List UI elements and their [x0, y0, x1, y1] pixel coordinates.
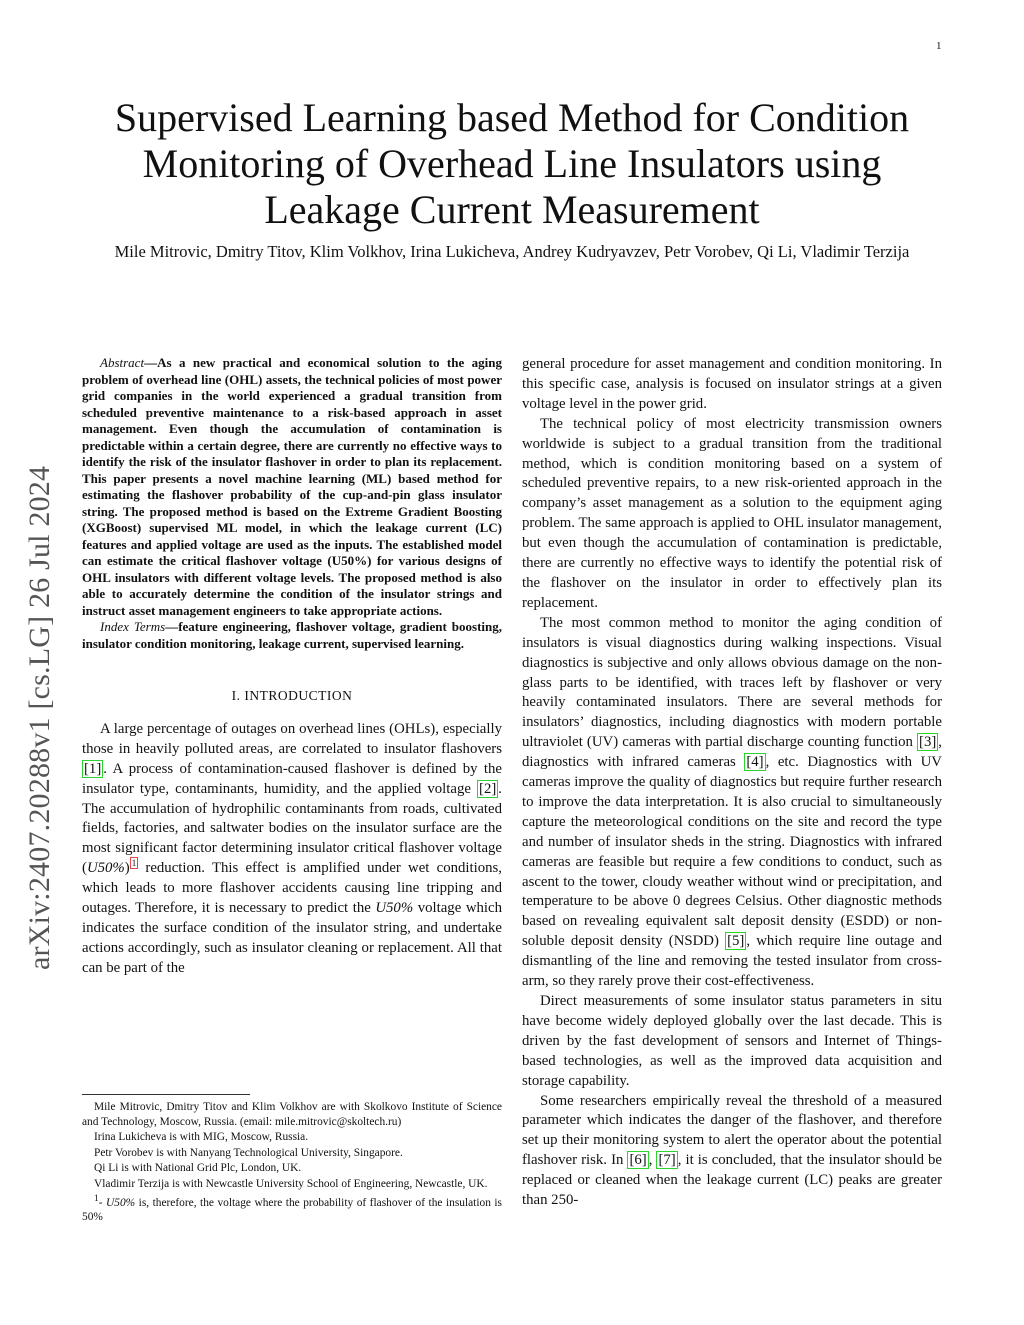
abstract	[82, 355, 502, 619]
footnote-divider	[82, 1094, 250, 1095]
index-terms-lead: Index Terms	[100, 619, 166, 634]
text-run: reduction. This effect is amplified under wet conditions, which leads to more flashover accidents causing line tripping and outages. Therefore, it is necessary to predict the	[82, 860, 502, 917]
footnote-affiliation: Vladimir Terzija is with Newcastle University School of Engineering, Newcastle, UK.	[94, 1177, 488, 1190]
text-run: . The accumulation of hydrophilic contaminants from roads, cultivated fields, factories, and saltwater bodies on the insulator surface are the most significant factor determining insulator critical flashover voltage (	[82, 780, 502, 877]
math-symbol: U50%	[106, 1196, 136, 1209]
index-terms-text: —feature engineering, flashover voltage, gradient boosting, insulator condition monitoring, leakage current, supervised learning.	[82, 619, 503, 651]
page-number: 1	[936, 40, 942, 52]
footnote-definition: $^1$- U50% is, therefore, the voltage where the probability of flashover of the insulation is 50%	[82, 1194, 502, 1224]
citation-link[interactable]: [5]	[727, 933, 745, 950]
paragraph-continued: general procedure for asset management and condition monitoring. In this specific case, analysis is focused on insulator strings at a given voltage level in the power grid.	[522, 356, 942, 412]
text-run: ,	[648, 1152, 657, 1169]
citation-link[interactable]: [4]	[746, 754, 764, 771]
section-heading-introduction: I. INTRODUCTION	[231, 688, 353, 703]
text-run: The most common method to monitor the aging condition of insulators is visual diagnostics during walking inspections. Visual diagnostics is subjective and only allows obvious damage on the non-glass parts to be identified, with traces left by flashover or very heavily contaminated insulators. There are several methods for insulators’ diagnostics, including diagnostics with modern portable ultraviolet (UV) cameras with partial discharge counting function	[522, 614, 942, 751]
index-terms	[82, 619, 502, 652]
intro-paragraph-1: A large percentage of outages on overhead lines (OHLs), especially those in heavily polluted areas, are correlated to insulator flashovers [1] . A process of contamination-caused flashover is defined by the insulator type, contaminants, humidity, and the applied voltage [2] . The accumulation of hydrophilic contaminants from roads, cultivated fields, factories, and saltwater bodies on the insulator surface are the most significant factor determining insulator critical flashover voltage (U50%) $^1$ reduction. This effect is amplified under wet conditions, which leads to more flashover accidents causing line tripping and outages. Therefore, it is necessary to predict the U50% voltage which indicates the surface condition of the insulator string, and undertake actions accordingly, such as insulator cleaning or replacement. All that can be part of the	[82, 720, 502, 976]
math-symbol: U50%	[86, 860, 125, 877]
footnote-mark: 1	[94, 1194, 99, 1204]
citation-link[interactable]: [6]	[629, 1152, 647, 1169]
paragraph-visual-diagnostics	[522, 614, 942, 992]
paragraph-technical-policy: The technical policy of most electricity transmission owners worldwide is subject to a gradual transition from the traditional method, which is condition monitoring based on a system of scheduled preventive repairs, to a new risk-oriented approach in the company’s asset management as a solution to the equipment aging problem. The same approach is applied to OHL insulator management, but even though the accumulation of contamination is predictable, there are currently no effective ways to identify the potential risk of the flashover on the insulator in order to effectively plan its replacement.	[522, 415, 942, 611]
footnote-affiliation: Petr Vorobev is with Nanyang Technological University, Singapore.	[94, 1146, 403, 1159]
left-column	[82, 355, 502, 979]
citation-link[interactable]: [7]	[658, 1152, 676, 1169]
footnote-affiliation: Qi Li is with National Grid Plc, London, UK.	[94, 1162, 302, 1174]
arxiv-identifier: arXiv:2407.20288v1 [cs.LG] 26 Jul 2024	[23, 465, 56, 970]
paragraph-direct-measurements: Direct measurements of some insulator status parameters in situ have become widely deployed globally over the last decade. This is driven by the fast development of sensors and Internet of Things-based technologies, as well as the improved data acquisition and storage capability.	[522, 993, 942, 1089]
footnote-link[interactable]: 1	[131, 858, 137, 869]
abstract-text: —As a new practical and economical solution to the aging problem of overhead line (OHL) assets, the technical policies of most power grid companies in the world experienced a gradual transition from scheduled preventive maintenance to a risk-based approach in asset management. Even though the accumulation of contamination is predictable within a certain degree, there are currently no effective ways to identify the risk of the insulator flashover in order to plan its replacement. This paper presents a novel machine learning (ML) based method for estimating the flashover probability of the cup-and-pin glass insulator string. The proposed method is based on the Extreme Gradient Boosting (XGBoost) supervised ML model, in which the leakage current (LC) features and applied voltage are used as the inputs. The established model can estimate the critical flashover voltage (U50%) for various designs of OHL insulators with different voltage levels. The proposed method is also able to accurately determine the condition of the insulator strings and instruct asset management engineers to take appropriate actions.	[82, 355, 502, 618]
right-column	[522, 355, 942, 1211]
text-run: Some researchers empirically reveal the threshold of a measured parameter which indicates the danger of the flashover, and therefore set up their monitoring system to alert the operator about the potential flashover risk. In	[522, 1092, 942, 1169]
citation-link[interactable]: [1]	[84, 760, 102, 777]
citation-link[interactable]: [2]	[479, 780, 497, 797]
math-symbol: U50%	[375, 900, 414, 917]
footnote-affiliation: Irina Lukicheva is with MIG, Moscow, Russia.	[94, 1131, 309, 1143]
text-run: voltage which indicates the surface condition of the insulator string, and undertake actions accordingly, such as insulator cleaning or replacement. All that can be part of the	[82, 900, 502, 976]
arxiv-side-stamp	[20, 370, 60, 970]
text-run: A large percentage of outages on overhead lines (OHLs), especially those in heavily polluted areas, are correlated to insulator flashovers	[82, 720, 502, 757]
author-list: Mile Mitrovic, Dmitry Titov, Klim Volkhov, Irina Lukicheva, Andrey Kudryavzev, Petr Vorobev, Qi Li, Vladimir Terzija	[114, 242, 910, 261]
text-run: , which require line outage and dismantling of the line and removing the tested insulator from cross-arm, so they rarely prove their cost-effectiveness.	[522, 933, 943, 990]
footnotes	[82, 1100, 502, 1226]
footnote-affiliation: Mile Mitrovic, Dmitry Titov and Klim Volkhov are with Skolkovo Institute of Science and Technology, Moscow, Russia. (email: mile.mitrovic@skoltech.ru)	[82, 1101, 502, 1128]
text-run: , diagnostics with infrared cameras	[522, 734, 942, 771]
paper-title: Supervised Learning based Method for Condition Monitoring of Overhead Line Insulators using Leakage Current Measurement	[114, 95, 910, 232]
paragraph-thresholds	[522, 1092, 942, 1211]
text-run: , etc. Diagnostics with UV cameras improve the quality of diagnostics but require further research to improve the data interpretation. It is also crucial to simultaneously capture the meteorological conditions on the site and record the type and number of insulator sheds in the string. Diagnostics with infrared cameras are feasible but require a few conditions to conduct, such as ascent to the tower, cloudy weather without wind or precipitation, and temperature to be above 0 degrees Celsius. Other diagnostic methods based on revealing equivalent salt deposit density (ESDD) or non-soluble deposit density (NSDD)	[522, 754, 942, 950]
text-run: , it is concluded, that the insulator should be replaced or cleaned when the leakage current (LC) peaks are greater than 250-	[522, 1152, 942, 1209]
text-run: is, therefore, the voltage where the probability of flashover of the insulation is 50%	[82, 1196, 502, 1224]
abstract-lead: Abstract	[100, 355, 145, 370]
text-run: . A process of contamination-caused flashover is defined by the insulator type, contaminants, humidity, and the applied voltage	[82, 760, 502, 797]
citation-link[interactable]: [3]	[919, 734, 937, 751]
